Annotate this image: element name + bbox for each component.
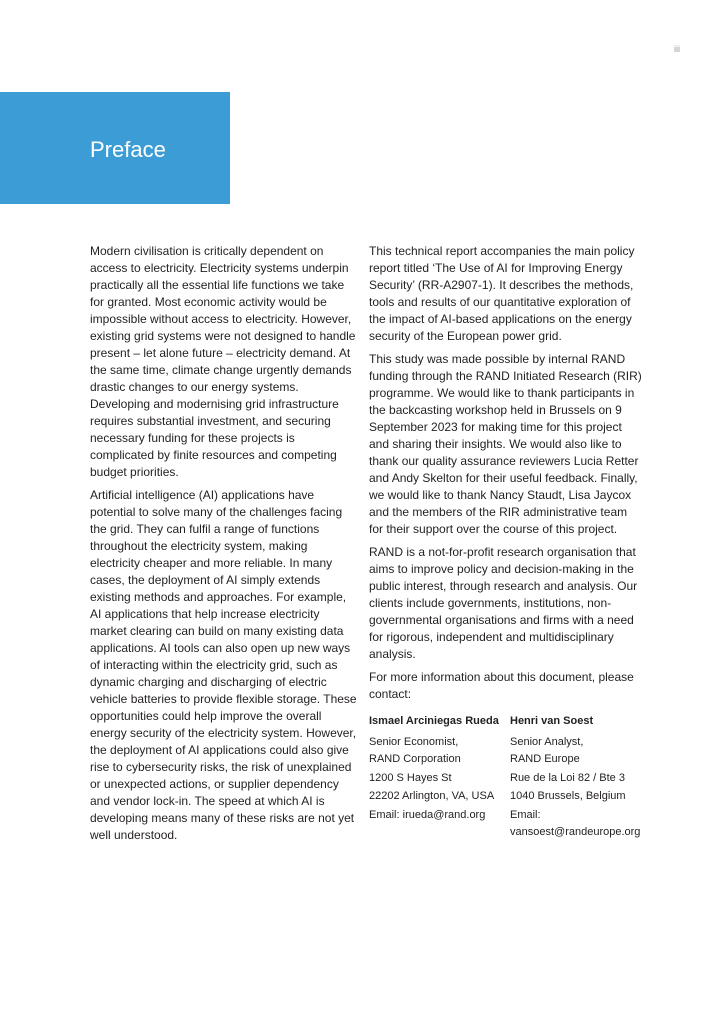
paragraph: This technical report accompanies the main policy report titled ‘The Use of AI for Improving Energy Security’ (RR-A2907-1). It describes the methods, tools and results of our quantitative exploration of the impact of AI-based applications on the energy security of the European power grid. bbox=[369, 244, 635, 343]
right-column bbox=[369, 243, 644, 842]
contact-org: RAND Corporation bbox=[369, 753, 461, 765]
contact-card bbox=[510, 713, 640, 842]
contact-email[interactable]: irueda@rand.org bbox=[402, 808, 486, 821]
email-label: Email: bbox=[510, 808, 541, 821]
paragraph: Artificial intelligence (AI) applications have potential to solve many of the challenges facing the grid. They can fulfil a range of functions throughout the electricity system, making electricity cheaper and more reliable. In many cases, the deployment of AI simply extends existing methods and approaches. For example, AI applications that help increase electricity market clearing can build on many existing data applications. AI tools can also open up new ways of interacting within the electricity grid, such as dynamic charging and discharging of electric vehicle batteries to provide flexible storage. These opportunities could help improve the overall energy security of the electricity system. However, the deployment of AI applications could also give rise to cybersecurity risks, the risk of unexplained or unexpected actions, or supplier dependency and vendor lock-in. The speed at which AI is developing means many of these risks are not yet well understood. bbox=[90, 488, 357, 842]
page-title: Preface bbox=[90, 137, 166, 162]
contact-org: RAND Europe bbox=[510, 753, 580, 765]
left-column bbox=[90, 243, 358, 850]
page-number: iii bbox=[674, 44, 680, 54]
contact-name: Ismael Arciniegas Rueda bbox=[369, 715, 499, 727]
paragraph: RAND is a not-for-profit research organisation that aims to improve policy and decision-making in the public interest, through research and analysis. Our clients include governments, institutions, non-governmental organisations and firms with a need for rigorous, independent and multidisciplinary analysis. bbox=[369, 545, 638, 661]
paragraph: Modern civilisation is critically dependent on access to electricity. Electricity systems underpin practically all the essential life functions we take for granted. Most economic activity would be impossible without access to electricity. However, existing grid systems were not designed to handle present – let alone future – electricity demand. At the same time, climate change urgently demands drastic changes to our energy systems. Developing and modernising grid infrastructure requires substantial investment, and securing necessary funding for these projects is complicated by finite resources and competing budget priorities. bbox=[90, 244, 356, 479]
contact-role: Senior Economist, bbox=[369, 735, 459, 748]
contact-street: Rue de la Loi 82 / Bte 3 bbox=[510, 771, 625, 784]
contact-city: 22202 Arlington, VA, USA bbox=[369, 790, 495, 802]
contact-name: Henri van Soest bbox=[510, 715, 594, 727]
contact-street: 1200 S Hayes St bbox=[369, 771, 452, 784]
contact-card bbox=[369, 713, 510, 842]
paragraph: For more information about this document, please contact: bbox=[369, 670, 634, 701]
contact-list bbox=[369, 713, 644, 842]
contact-email[interactable]: vansoest@randeurope.org bbox=[510, 826, 641, 838]
email-label: Email: bbox=[369, 808, 400, 821]
contact-city: 1040 Brussels, Belgium bbox=[510, 790, 626, 802]
contact-role: Senior Analyst, bbox=[510, 735, 584, 748]
title-band bbox=[0, 92, 230, 204]
paragraph: This study was made possible by internal RAND funding through the RAND Initiated Research (RIR) programme. We would like to thank participants in the backcasting workshop held in Brussels on 9 September 2023 for making time for this project and sharing their insights. We would also like to thank our quality assurance reviewers Lucia Retter and Andy Skelton for their useful feedback. Finally, we would like to thank Nancy Staudt, Lisa Jaycox and the members of the RIR administrative team for their support over the course of this project. bbox=[369, 352, 642, 536]
